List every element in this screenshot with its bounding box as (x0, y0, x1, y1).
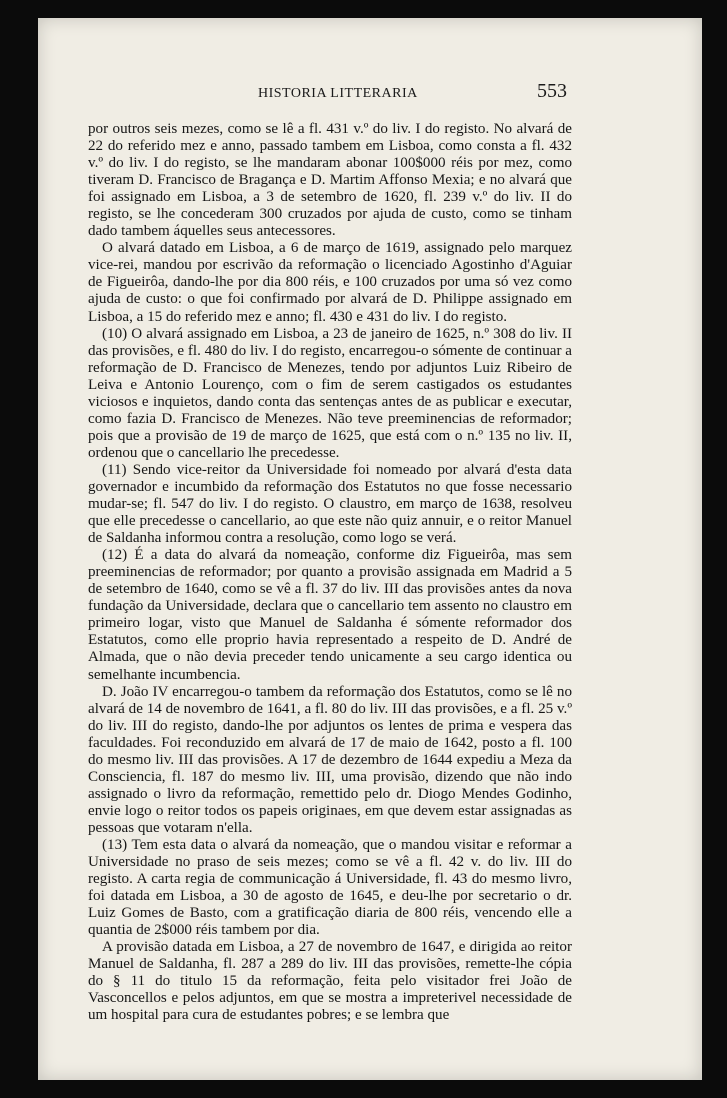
paragraph-alvara-1619: O alvará datado em Lisboa, a 6 de março de 1619, assignado pelo marquez vice-rei, mandou por escrivão da reformação o licenciado Agostinho d'Aguiar de Figueirôa, dando-lhe por dia 800 réis, e 100 cruzados por uma só vez como ajuda de custo: o que foi confirmado por alvará de D. Philippe assignado em Lisboa, a 15 do referido mez e anno; fl. 430 e 431 do liv. I do registo. (88, 240, 572, 325)
paragraph-joao-iv: D. João IV encarregou-o tambem da reformação dos Estatutos, como se lê no alvará de 14 de novembro de 1641, a fl. 80 do liv. III das provisões, e a fl. 25 v.º do liv. III do registo, dando-lhe por adjuntos os lentes de prima e vespera das faculdades. Foi reconduzido em alvará de 17 de maio de 1642, posto a fl. 100 do mesmo liv. III das provisões. A 17 de dezembro de 1644 expediu a Meza da Consciencia, fl. 187 do mesmo liv. III, uma provisão, dizendo que não indo assignado o livro da reformação, remettido pelo dr. Diogo Mendes Godinho, envie logo o reitor todos os papeis originaes, em que devem estar assignadas as pessoas que votaram n'ella. (88, 683, 572, 836)
note-12: (12) É a data do alvará da nomeação, conforme diz Figueirôa, mas sem preeminencias de reformador; por quanto a provisão assignada em Madrid a 5 de setembro de 1640, como se vê a fl. 37 do liv. III das provisões antes da nova fundação da Universidade, declara que o cancellario tem assento no claustro em primeiro logar, visto que Manuel de Saldanha é sómente reformador dos Estatutos, como elle proprio havia representado a respeito de D. André de Almada, que o não devia preceder tendo unicamente a seu cargo identica ou semelhante incumbencia. (88, 547, 572, 683)
note-10: (10) O alvará assignado em Lisboa, a 23 de janeiro de 1625, n.º 308 do liv. II das provisões, e fl. 480 do liv. I do registo, encarregou-o sómente de continuar a reformação de D. Francisco de Menezes, tendo por adjuntos Luiz Ribeiro de Leiva e Antonio Lourenço, com o fim de serem castigados os estudantes viciosos e inquietos, dando conta das sentenças antes de as publicar e executar, como fazia D. Francisco de Menezes. Não teve preeminencias de reformador; pois que a provisão de 19 de março de 1625, que está com o n.º 135 no liv. II, ordenou que o cancellario lhe precedesse. (88, 325, 572, 461)
paragraph-provisao-1647: A provisão datada em Lisboa, a 27 de novembro de 1647, e dirigida ao reitor Manuel de Saldanha, fl. 287 a 289 do liv. III das provisões, remette-lhe cópia do § 11 do titulo 15 da reformação, feita pelo visitador frei João de Vasconcellos e pelos adjuntos, em que se mostra a impreterivel necessidade de um hospital para cura de estudantes pobres; e se lembra que (88, 939, 572, 1024)
note-13: (13) Tem esta data o alvará da nomeação, que o mandou visitar e reformar a Universidade no praso de seis mezes; como se vê a fl. 42 v. do liv. III do registo. A carta regia de communicação á Universidade, fl. 43 do mesmo livro, foi datada em Lisboa, a 30 de agosto de 1645, e deu-lhe por secretario o dr. Luiz Gomes de Basto, com a gratificação diaria de 800 réis, vencendo elle a quantia de 2$000 réis tambem por dia. (88, 836, 572, 939)
running-title: HISTORIA LITTERARIA (258, 86, 418, 101)
note-11: (11) Sendo vice-reitor da Universidade foi nomeado por alvará d'esta data governador e incumbido da reformação dos Estatutos no que fosse necessario mudar-se; fl. 547 do liv. I do registo. O claustro, em março de 1638, resolveu que elle precedesse o cancellario, ao que este não quiz annuir, e o reitor Manuel de Saldanha informou contra a resolução, como logo se verá. (88, 461, 572, 547)
page-body (88, 121, 572, 1024)
page-number: 553 (537, 80, 567, 102)
paragraph-continuation: por outros seis mezes, como se lê a fl. 431 v.º do liv. I do registo. No alvará de 22 do referido mez e anno, passado tambem em Lisboa, como consta a fl. 432 v.º do liv. I do registo, se lhe mandaram abonar 100$000 réis por mez, como tiveram D. Francisco de Bragança e D. Martim Affonso Mexia; e no alvará que foi assignado em Lisboa, a 3 de setembro de 1620, fl. 239 v.º do liv. II do registo, se lhe concederam 300 cruzados por ajuda de custo, como se tinham dado tambem áquelles seus antecessores. (88, 121, 572, 240)
